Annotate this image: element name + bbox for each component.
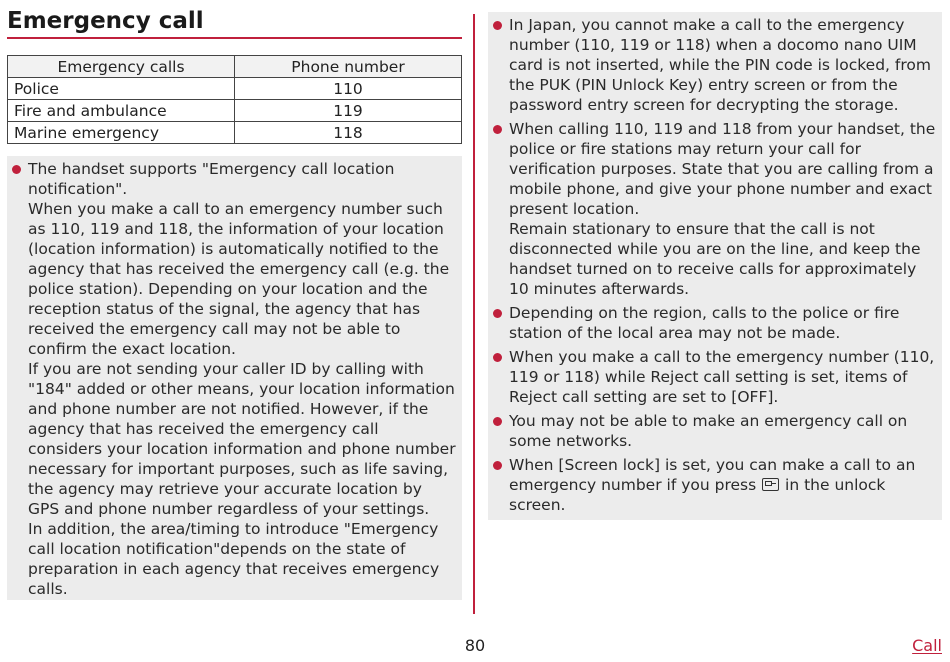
table-row: [8, 78, 462, 100]
bullet-dot-icon: [493, 21, 502, 30]
table-row: [8, 100, 462, 122]
row-number: 118: [235, 122, 462, 144]
table-header-row: [8, 56, 462, 78]
bullet-dot-icon: [493, 125, 502, 134]
note-text: When [Screen lock] is set, you can make a call to an emergency number if you press: [509, 456, 916, 494]
bullet-dot-icon: [493, 309, 502, 318]
row-label: Fire and ambulance: [8, 100, 235, 122]
emergency-call-notes: [488, 12, 942, 520]
column-header-phone-number: Phone number: [235, 56, 462, 78]
note-bullet: [7, 159, 456, 599]
note-bullet: [488, 411, 938, 451]
note-bullet: [488, 119, 938, 299]
note-bullet: [488, 303, 938, 343]
bullet-dot-icon: [12, 165, 21, 174]
row-number: 119: [235, 100, 462, 122]
emergency-numbers-table: [7, 55, 462, 144]
note-paragraph: In addition, the area/timing to introduce "Emergency call location notification"depends on the state of preparation in each agency that receives emergency calls.: [28, 520, 440, 598]
note-paragraph: When you make a call to the emergency number (110, 119 or 118) while Reject call setting is set, items of Reject call setting are set to [OFF].: [509, 348, 935, 406]
location-notification-note: [7, 156, 462, 600]
note-paragraph: If you are not sending your caller ID by calling with "184" added or other means, your location information and phone number are not notified. However, if the agency that has received the emergency call considers your location information and phone number necessary for important purposes, such as life saving, the agency may retrieve your accurate location by GPS and phone number regardless of your settings.: [28, 360, 456, 518]
bullet-dot-icon: [493, 461, 502, 470]
bullet-dot-icon: [493, 417, 502, 426]
note-paragraph: When you make a call to an emergency number such as 110, 119 and 118, the information of your location (location information) is automatically notified to the agency that has received the emergency call (e.g. the police station). Depending on your location and the reception status of the signal, the agency that has received the emergency call may not be able to confirm the exact location.: [28, 200, 450, 358]
note-bullet: [488, 347, 938, 407]
bullet-dot-icon: [493, 353, 502, 362]
note-paragraph: Remain stationary to ensure that the call is not disconnected while you are on the line, and keep the handset turned on to receive calls for approximately 10 minutes afterwards.: [509, 220, 921, 298]
row-label: Police: [8, 78, 235, 100]
note-paragraph: Depending on the region, calls to the police or fire station of the local area may not be made.: [509, 304, 900, 342]
note-paragraph: The handset supports "Emergency call location notification".: [28, 160, 395, 198]
call-section-link[interactable]: Call: [912, 636, 942, 655]
note-bullet: [488, 15, 938, 115]
row-label: Marine emergency: [8, 122, 235, 144]
note-text: in the unlock screen.: [509, 476, 886, 514]
page-number: 80: [464, 636, 486, 655]
note-paragraph: You may not be able to make an emergency call on some networks.: [509, 412, 908, 450]
page-title: Emergency call: [7, 6, 462, 39]
note-bullet: [488, 455, 938, 515]
unlock-key-icon: [762, 478, 779, 491]
column-divider: [473, 14, 475, 614]
note-paragraph: When calling 110, 119 and 118 from your handset, the police or fire stations may return your call for verification purposes. State that you are calling from a mobile phone, and give your phone number and exact present location.: [509, 120, 936, 218]
column-header-emergency-calls: Emergency calls: [8, 56, 235, 78]
note-paragraph: [509, 455, 938, 515]
table-row: [8, 122, 462, 144]
note-paragraph: In Japan, you cannot make a call to the emergency number (110, 119 or 118) when a docomo nano UIM card is not inserted, while the PIN code is locked, from the PUK (PIN Unlock Key) entry screen or from the password entry screen for decrypting the storage.: [509, 16, 931, 114]
row-number: 110: [235, 78, 462, 100]
